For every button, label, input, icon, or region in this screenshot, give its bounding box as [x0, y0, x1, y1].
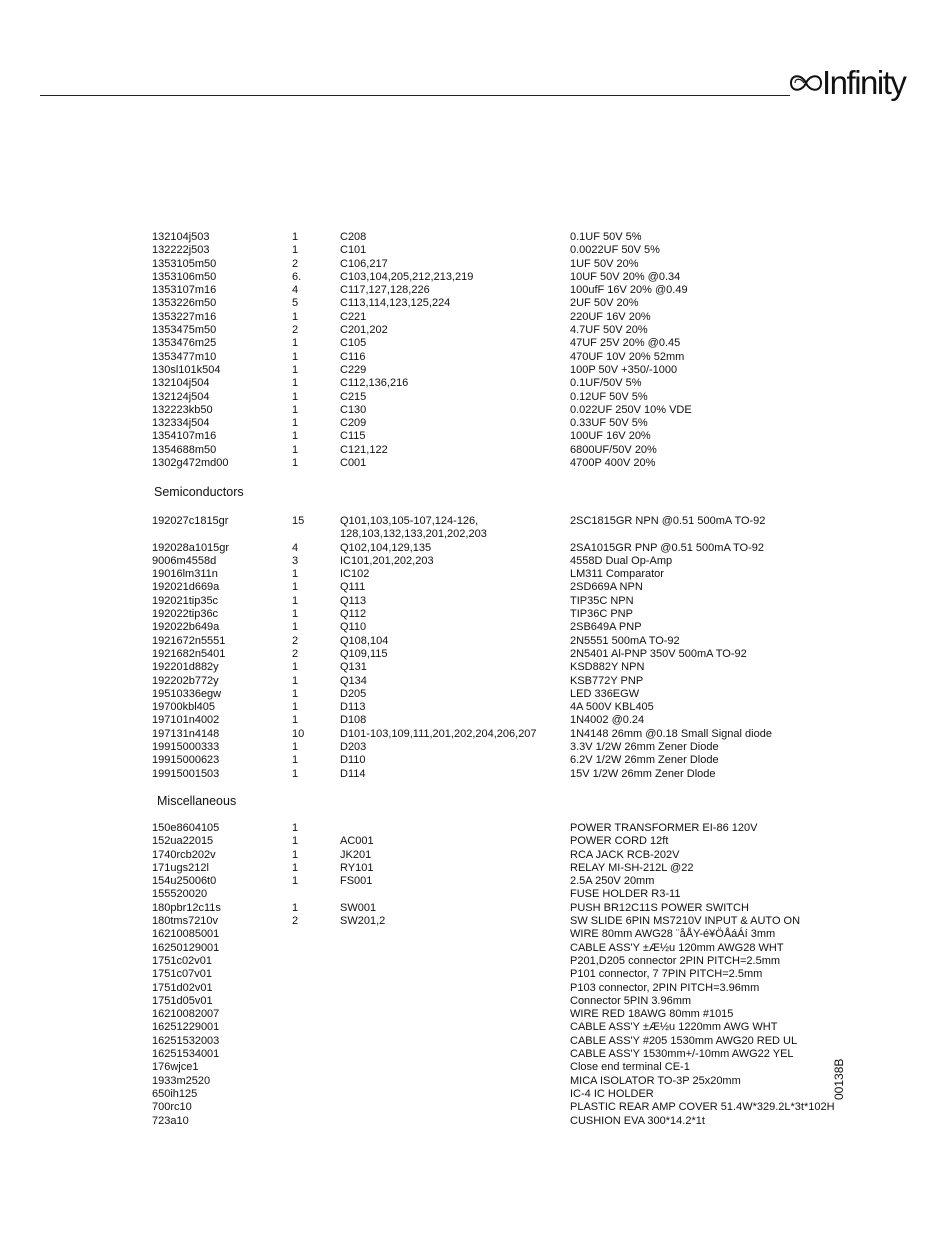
parts-row [152, 928, 932, 941]
reference: C229 [340, 363, 367, 376]
quantity: 15 [292, 515, 305, 527]
parts-row [152, 1075, 932, 1088]
part-number: 1353476m25 [152, 337, 217, 350]
part-number: 132104j504 [152, 377, 210, 390]
parts-row [152, 621, 932, 634]
part-number: 16210085001 [152, 928, 220, 941]
description: 4558D Dual Op-Amp [570, 554, 673, 567]
quantity: 1 [292, 417, 299, 430]
description: 0.33UF 50V 5% [570, 417, 648, 430]
part-number: 1353105m50 [152, 257, 217, 270]
reference: SW001 [340, 901, 377, 914]
description: 470UF 10V 20% 52mm [570, 350, 685, 363]
parts-row [152, 835, 932, 848]
quantity: 1 [292, 594, 299, 607]
description: 4A 500V KBL405 [570, 701, 654, 714]
parts-row [152, 661, 932, 674]
description: P201,D205 connector 2PIN PITCH=2.5mm [570, 954, 781, 967]
part-number: 16251229001 [152, 1021, 220, 1034]
description: PUSH BR12C11S POWER SWITCH [570, 901, 749, 914]
quantity: 1 [292, 403, 299, 416]
part-number: 1921682n5401 [152, 647, 226, 660]
parts-row [152, 1021, 932, 1034]
part-number: 192028a1015gr [152, 541, 230, 554]
parts-row [152, 714, 932, 727]
description: PLASTIC REAR AMP COVER 51.4W*329.2L*3t*102H [570, 1101, 835, 1114]
parts-row [152, 444, 932, 457]
description: LM311 Comparator [570, 568, 664, 581]
reference: C116 [340, 350, 366, 363]
reference: Q134 [340, 674, 367, 687]
part-number: 192021tip35c [152, 594, 219, 607]
description: 4.7UF 50V 20% [570, 324, 648, 337]
infinity-logo [788, 64, 918, 104]
parts-row [152, 955, 932, 968]
reference: Q101,103,105-107,124-126, 128,103,132,133,201,202,203 [340, 515, 487, 541]
description: 100P 50V +350/-1000 [570, 363, 678, 376]
parts-row [152, 968, 932, 981]
description: Connector 5PIN 3.96mm [570, 994, 692, 1007]
reference: D108 [340, 714, 367, 727]
quantity: 1 [292, 674, 299, 687]
description: 2SA1015GR PNP @0.51 500mA TO-92 [570, 541, 765, 554]
reference: C105 [340, 337, 367, 350]
quantity: 1 [292, 687, 299, 700]
reference: Q112 [340, 608, 367, 621]
part-number: 1353107m16 [152, 284, 217, 297]
part-number: 192022b649a [152, 621, 220, 634]
reference: RY101 [340, 861, 374, 874]
parts-row [152, 888, 932, 901]
quantity: 1 [292, 714, 299, 727]
parts-row [152, 648, 932, 661]
part-number: 19016lm311n [152, 568, 218, 581]
reference: C115 [340, 430, 366, 443]
description: 2N5401 Al-PNP 350V 500mA TO-92 [570, 647, 747, 660]
reference: C221 [340, 310, 367, 323]
reference: D110 [340, 754, 366, 767]
description: IC-4 IC HOLDER [570, 1087, 654, 1100]
parts-row [152, 608, 932, 621]
part-number: 700rc10 [152, 1101, 192, 1114]
semiconductor-list [152, 515, 932, 781]
part-number: 176wjce1 [152, 1061, 199, 1074]
parts-row [152, 942, 932, 955]
part-number: 152ua22015 [152, 835, 214, 848]
parts-row [152, 515, 932, 542]
quantity: 1 [292, 741, 299, 754]
part-number: 1751d05v01 [152, 994, 213, 1007]
parts-row [152, 1101, 932, 1114]
part-number: 1751c07v01 [152, 968, 212, 981]
parts-row [152, 1048, 932, 1061]
reference: IC101,201,202,203 [340, 554, 434, 567]
reference: SW201,2 [340, 915, 386, 928]
description: 0.0022UF 50V 5% [570, 244, 660, 257]
reference: D101-103,109,111,201,202,204,206,207 [340, 727, 537, 740]
part-number: 130sl101k504 [152, 363, 221, 376]
quantity: 1 [292, 767, 299, 780]
reference: C113,114,123,125,224 [340, 297, 451, 310]
description: Close end terminal CE-1 [570, 1061, 690, 1074]
description: CUSHION EVA 300*14.2*1t [570, 1114, 705, 1127]
description: 1UF 50V 20% [570, 257, 639, 270]
parts-row [152, 457, 932, 470]
parts-row [152, 555, 932, 568]
quantity: 1 [292, 661, 299, 674]
reference: C001 [340, 457, 367, 470]
parts-row [152, 1061, 932, 1074]
quantity: 1 [292, 443, 299, 456]
description: 2.5A 250V 20mm [570, 875, 655, 888]
part-number: 1354688m50 [152, 443, 217, 456]
parts-row [152, 822, 932, 835]
quantity: 1 [292, 350, 299, 363]
part-number: 197101n4002 [152, 714, 220, 727]
parts-row [152, 284, 932, 297]
part-number: 16251534001 [152, 1048, 220, 1061]
quantity: 1 [292, 310, 299, 323]
parts-row [152, 258, 932, 271]
reference: C209 [340, 417, 367, 430]
part-number: 192027c1815gr [152, 515, 229, 527]
part-number: 723a10 [152, 1114, 189, 1127]
part-number: 1354107m16 [152, 430, 217, 443]
part-number: 19915000623 [152, 754, 220, 767]
description: FUSE HOLDER R3-11 [570, 888, 681, 901]
quantity: 2 [292, 257, 299, 270]
description: 100ufF 16V 20% @0.49 [570, 284, 688, 297]
part-number: 1353475m50 [152, 324, 217, 337]
part-number: 132222j503 [152, 244, 210, 257]
description: TIP36C PNP [570, 608, 633, 621]
quantity: 1 [292, 901, 299, 914]
part-number: 1302g472md00 [152, 457, 229, 470]
part-number: 1740rcb202v [152, 848, 216, 861]
parts-row [152, 351, 932, 364]
parts-row [152, 581, 932, 594]
reference: AC001 [340, 835, 374, 848]
reference: Q108,104 [340, 634, 389, 647]
description: SW SLIDE 6PIN MS7210V INPUT & AUTO ON [570, 915, 801, 928]
quantity: 3 [292, 554, 299, 567]
quantity: 1 [292, 363, 299, 376]
reference: Q110 [340, 621, 367, 634]
parts-row [152, 875, 932, 888]
part-number: 1751d02v01 [152, 981, 213, 994]
parts-row [152, 849, 932, 862]
reference: D205 [340, 687, 367, 700]
description: RCA JACK RCB-202V [570, 848, 680, 861]
quantity: 1 [292, 457, 299, 470]
quantity: 1 [292, 581, 299, 594]
parts-row [152, 728, 932, 741]
parts-row [152, 377, 932, 390]
reference: C103,104,205,212,213,219 [340, 270, 474, 283]
quantity: 1 [292, 390, 299, 403]
quantity: 1 [292, 875, 299, 888]
part-number: 1751c02v01 [152, 954, 212, 967]
parts-row [152, 701, 932, 714]
capacitor-list [152, 231, 932, 470]
quantity: 1 [292, 754, 299, 767]
reference: C112,136,216 [340, 377, 409, 390]
description: 6.2V 1/2W 26mm Zener Dlode [570, 754, 719, 767]
quantity: 1 [292, 244, 299, 257]
parts-row [152, 915, 932, 928]
part-number: 19510336egw [152, 687, 222, 700]
description: 3.3V 1/2W 26mm Zener Diode [570, 741, 719, 754]
part-number: 19915000333 [152, 741, 220, 754]
part-number: 1933m2520 [152, 1074, 211, 1087]
description: 10UF 50V 20% @0.34 [570, 270, 681, 283]
parts-row [152, 337, 932, 350]
parts-row [152, 542, 932, 555]
quantity: 1 [292, 848, 299, 861]
quantity: 1 [292, 377, 299, 390]
quantity: 2 [292, 324, 299, 337]
parts-row [152, 595, 932, 608]
description: WIRE RED 18AWG 80mm #1015 [570, 1008, 734, 1021]
parts-row [152, 568, 932, 581]
part-number: 192202b772y [152, 674, 219, 687]
part-number: 16250129001 [152, 941, 220, 954]
part-number: 16210082007 [152, 1008, 220, 1021]
description: 1N4002 @0.24 [570, 714, 645, 727]
parts-row [152, 688, 932, 701]
parts-row [152, 297, 932, 310]
description: 1N4148 26mm @0.18 Small Signal diode [570, 727, 772, 740]
parts-row [152, 430, 932, 443]
parts-row [152, 417, 932, 430]
description: RELAY MI-SH-212L @22 [570, 861, 694, 874]
parts-row [152, 995, 932, 1008]
quantity: 5 [292, 297, 299, 310]
description: 0.1UF/50V 5% [570, 377, 642, 390]
description: CABLE ASS'Y ±Æ½u 1220mm AWG WHT [570, 1021, 778, 1034]
quantity: 1 [292, 701, 299, 714]
description: 47UF 25V 20% @0.45 [570, 337, 681, 350]
description: 15V 1/2W 26mm Zener Dlode [570, 767, 716, 780]
description: POWER TRANSFORMER EI-86 120V [570, 822, 758, 834]
reference: FS001 [340, 875, 373, 888]
quantity: 2 [292, 634, 299, 647]
description: 2N5551 500mA TO-92 [570, 634, 680, 647]
reference: C208 [340, 231, 367, 243]
description: POWER CORD 12ft [570, 835, 669, 848]
quantity: 1 [292, 430, 299, 443]
parts-row [152, 1035, 932, 1048]
quantity: 1 [292, 861, 299, 874]
parts-row [152, 244, 932, 257]
part-number: 197131n4148 [152, 727, 220, 740]
description: TIP35C NPN [570, 594, 634, 607]
description: CABLE ASS'Y 1530mm+/-10mm AWG22 YEL [570, 1048, 794, 1061]
parts-row [152, 1088, 932, 1101]
part-number: 19915001503 [152, 767, 220, 780]
reference: D113 [340, 701, 366, 714]
parts-row [152, 364, 932, 377]
description: CABLE ASS'Y ±Æ½u 120mm AWG28 WHT [570, 941, 784, 954]
quantity: 1 [292, 231, 299, 243]
part-number: 132124j504 [152, 390, 210, 403]
reference: C117,127,128,226 [340, 284, 430, 297]
part-number: 192201d882y [152, 661, 219, 674]
description: LED 336EGW [570, 687, 640, 700]
description: MICA ISOLATOR TO-3P 25x20mm [570, 1074, 741, 1087]
infinity-logo-icon [788, 68, 824, 98]
reference: C201,202 [340, 324, 388, 337]
parts-row [152, 324, 932, 337]
reference: Q109,115 [340, 647, 388, 660]
reference: Q102,104,129,135 [340, 541, 432, 554]
reference: C101 [340, 244, 367, 257]
quantity: 1 [292, 608, 299, 621]
parts-row [152, 982, 932, 995]
parts-row [152, 754, 932, 767]
reference: C106,217 [340, 257, 388, 270]
parts-row [152, 1008, 932, 1021]
reference: Q111 [340, 581, 366, 594]
part-number: 154u25006t0 [152, 875, 217, 888]
part-number: 150e8604105 [152, 822, 220, 834]
reference: Q113 [340, 594, 367, 607]
part-number: 1921672n5551 [152, 634, 226, 647]
part-number: 180tms7210v [152, 915, 219, 928]
part-number: 171ugs212l [152, 861, 209, 874]
description: 0.1UF 50V 5% [570, 231, 642, 243]
description: 0.12UF 50V 5% [570, 390, 648, 403]
miscellaneous-list [152, 822, 932, 1128]
parts-row [152, 768, 932, 781]
document-code: 00138B [832, 1058, 846, 1100]
description: P103 connector, 2PIN PITCH=3.96mm [570, 981, 760, 994]
description: P101 connector, 7 7PIN PITCH=2.5mm [570, 968, 763, 981]
part-number: 650ih125 [152, 1087, 198, 1100]
part-number: 16251532003 [152, 1034, 220, 1047]
semiconductors-heading: Semiconductors [154, 485, 244, 499]
description: KSD882Y NPN [570, 661, 645, 674]
description: 2UF 50V 20% [570, 297, 639, 310]
miscellaneous-heading: Miscellaneous [157, 794, 237, 808]
description: 6800UF/50V 20% [570, 443, 657, 456]
parts-row [152, 902, 932, 915]
description: 100UF 16V 20% [570, 430, 651, 443]
description: 2SD669A NPN [570, 581, 643, 594]
reference: IC102 [340, 568, 370, 581]
reference: Q131 [340, 661, 367, 674]
quantity: 4 [292, 541, 299, 554]
description: 2SC1815GR NPN @0.51 500mA TO-92 [570, 515, 766, 527]
parts-row [152, 404, 932, 417]
part-number: 132223kb50 [152, 403, 213, 416]
description: WIRE 80mm AWG28 ¨åÅY-é¥ÖÅáÁí 3mm [570, 928, 776, 941]
parts-row [152, 862, 932, 875]
part-number: 1353477m10 [152, 350, 217, 363]
reference: C121,122 [340, 443, 388, 456]
quantity: 6. [292, 270, 302, 283]
description: CABLE ASS'Y #205 1530mm AWG20 RED UL [570, 1034, 798, 1047]
quantity: 2 [292, 647, 299, 660]
description: 220UF 16V 20% [570, 310, 651, 323]
part-number: 155520020 [152, 888, 208, 901]
part-number: 180pbr12c11s [152, 901, 221, 914]
quantity: 4 [292, 284, 299, 297]
part-number: 132334j504 [152, 417, 210, 430]
parts-row [152, 741, 932, 754]
part-number: 192022tip36c [152, 608, 219, 621]
brand-name: Infinity [822, 64, 906, 101]
description: 2SB649A PNP [570, 621, 642, 634]
quantity: 2 [292, 915, 299, 928]
parts-row [152, 635, 932, 648]
quantity: 1 [292, 337, 299, 350]
quantity: 10 [292, 727, 305, 740]
parts-row [152, 391, 932, 404]
part-number: 1353226m50 [152, 297, 217, 310]
parts-row [152, 311, 932, 324]
quantity: 1 [292, 822, 299, 834]
reference: D114 [340, 767, 366, 780]
part-number: 192021d669a [152, 581, 220, 594]
part-number: 1353106m50 [152, 270, 217, 283]
parts-row [152, 231, 932, 244]
quantity: 1 [292, 568, 299, 581]
header-rule [40, 95, 790, 96]
part-number: 1353227m16 [152, 310, 217, 323]
quantity: 1 [292, 835, 299, 848]
description: 4700P 400V 20% [570, 457, 656, 470]
parts-row [152, 1115, 932, 1128]
parts-row [152, 271, 932, 284]
reference: D203 [340, 741, 367, 754]
reference: C215 [340, 390, 367, 403]
reference: JK201 [340, 848, 372, 861]
description: KSB772Y PNP [570, 674, 644, 687]
parts-row [152, 675, 932, 688]
reference: C130 [340, 403, 367, 416]
part-number: 19700kbl405 [152, 701, 216, 714]
part-number: 132104j503 [152, 231, 210, 243]
description: 0.022UF 250V 10% VDE [570, 403, 692, 416]
quantity: 1 [292, 621, 299, 634]
part-number: 9006m4558d [152, 554, 217, 567]
